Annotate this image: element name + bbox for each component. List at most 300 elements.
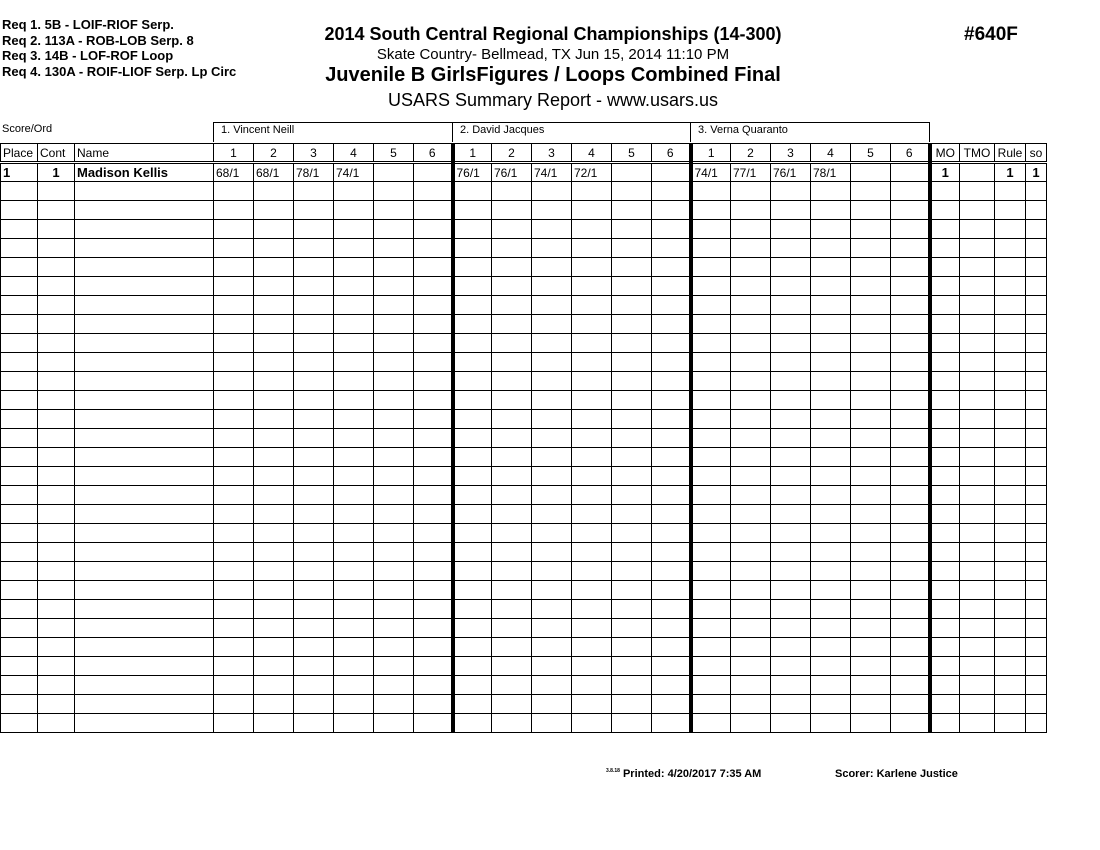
empty-cell	[995, 239, 1026, 258]
empty-cell	[995, 600, 1026, 619]
empty-cell	[572, 448, 612, 467]
empty-cell	[492, 543, 532, 562]
empty-cell	[612, 543, 652, 562]
empty-row	[1, 353, 1047, 372]
empty-cell	[38, 714, 75, 733]
empty-cell	[771, 714, 811, 733]
empty-cell	[960, 429, 995, 448]
printed-timestamp: Printed: 4/20/2017 7:35 AM	[622, 768, 762, 780]
empty-cell	[731, 619, 771, 638]
empty-cell	[811, 543, 851, 562]
cell-j3-fig4: 78/1	[811, 163, 851, 182]
empty-cell	[374, 372, 414, 391]
empty-cell	[995, 543, 1026, 562]
empty-cell	[811, 695, 851, 714]
empty-cell	[334, 543, 374, 562]
col-j3-fig3: 3	[771, 144, 811, 163]
empty-cell	[254, 714, 294, 733]
empty-cell	[930, 714, 960, 733]
empty-cell	[38, 182, 75, 201]
empty-cell	[612, 239, 652, 258]
empty-cell	[214, 277, 254, 296]
empty-cell	[731, 695, 771, 714]
event-number: #640F	[964, 24, 1018, 45]
empty-cell	[960, 220, 995, 239]
empty-cell	[1, 277, 38, 296]
empty-cell	[374, 258, 414, 277]
cell-j3-fig1: 74/1	[691, 163, 731, 182]
empty-cell	[652, 258, 691, 277]
empty-cell	[75, 619, 214, 638]
empty-cell	[731, 334, 771, 353]
empty-cell	[652, 429, 691, 448]
empty-cell	[572, 524, 612, 543]
empty-row	[1, 543, 1047, 562]
empty-cell	[612, 619, 652, 638]
empty-cell	[254, 486, 294, 505]
requirement-3: Req 3. 14B - LOF-ROF Loop	[2, 48, 174, 63]
empty-cell	[75, 524, 214, 543]
empty-cell	[75, 410, 214, 429]
empty-cell	[334, 429, 374, 448]
empty-cell	[254, 353, 294, 372]
empty-cell	[374, 657, 414, 676]
empty-cell	[851, 714, 891, 733]
empty-cell	[652, 638, 691, 657]
empty-cell	[960, 372, 995, 391]
empty-cell	[691, 353, 731, 372]
empty-cell	[492, 657, 532, 676]
empty-cell	[374, 543, 414, 562]
empty-cell	[652, 410, 691, 429]
empty-cell	[851, 562, 891, 581]
empty-cell	[374, 486, 414, 505]
empty-cell	[374, 315, 414, 334]
empty-cell	[652, 296, 691, 315]
empty-cell	[532, 277, 572, 296]
empty-row	[1, 372, 1047, 391]
empty-cell	[652, 372, 691, 391]
empty-cell	[851, 543, 891, 562]
empty-cell	[294, 619, 334, 638]
empty-cell	[75, 562, 214, 581]
empty-cell	[1, 334, 38, 353]
empty-cell	[612, 220, 652, 239]
empty-cell	[1026, 258, 1047, 277]
empty-cell	[995, 429, 1026, 448]
empty-cell	[691, 372, 731, 391]
scorer-info: Scorer: Karlene Justice	[835, 768, 958, 780]
cell-j3-fig5	[851, 163, 891, 182]
empty-cell	[414, 543, 453, 562]
empty-cell	[532, 467, 572, 486]
empty-cell	[214, 334, 254, 353]
col-mo: MO	[930, 144, 960, 163]
empty-row	[1, 410, 1047, 429]
empty-cell	[75, 220, 214, 239]
empty-cell	[414, 676, 453, 695]
empty-cell	[731, 410, 771, 429]
empty-cell	[691, 429, 731, 448]
empty-cell	[453, 334, 492, 353]
empty-cell	[38, 258, 75, 277]
empty-cell	[811, 524, 851, 543]
empty-cell	[612, 315, 652, 334]
empty-cell	[691, 201, 731, 220]
empty-cell	[414, 486, 453, 505]
empty-cell	[492, 524, 532, 543]
empty-row	[1, 619, 1047, 638]
empty-cell	[691, 562, 731, 581]
empty-cell	[532, 581, 572, 600]
empty-cell	[254, 619, 294, 638]
empty-cell	[294, 353, 334, 372]
empty-cell	[294, 486, 334, 505]
empty-cell	[572, 486, 612, 505]
empty-cell	[731, 543, 771, 562]
col-j1-fig5: 5	[374, 144, 414, 163]
empty-cell	[374, 239, 414, 258]
empty-cell	[334, 714, 374, 733]
empty-cell	[1, 676, 38, 695]
empty-row	[1, 296, 1047, 315]
empty-cell	[1, 429, 38, 448]
empty-cell	[612, 182, 652, 201]
cell-cont: 1	[38, 163, 75, 182]
empty-cell	[1, 391, 38, 410]
empty-cell	[532, 714, 572, 733]
empty-cell	[612, 714, 652, 733]
empty-cell	[532, 296, 572, 315]
empty-cell	[811, 391, 851, 410]
empty-cell	[214, 296, 254, 315]
empty-row	[1, 239, 1047, 258]
empty-cell	[891, 182, 930, 201]
empty-cell	[254, 657, 294, 676]
empty-cell	[652, 182, 691, 201]
empty-cell	[691, 448, 731, 467]
empty-cell	[1026, 201, 1047, 220]
empty-cell	[691, 638, 731, 657]
empty-cell	[214, 448, 254, 467]
empty-cell	[214, 543, 254, 562]
empty-cell	[851, 220, 891, 239]
empty-cell	[930, 182, 960, 201]
empty-cell	[731, 372, 771, 391]
empty-cell	[294, 467, 334, 486]
empty-cell	[612, 448, 652, 467]
empty-cell	[891, 505, 930, 524]
empty-row	[1, 714, 1047, 733]
empty-cell	[453, 524, 492, 543]
empty-cell	[254, 600, 294, 619]
col-rule: Rule	[995, 144, 1026, 163]
empty-cell	[492, 296, 532, 315]
empty-cell	[771, 258, 811, 277]
empty-cell	[294, 505, 334, 524]
empty-cell	[811, 600, 851, 619]
empty-cell	[811, 619, 851, 638]
empty-cell	[771, 638, 811, 657]
empty-cell	[771, 410, 811, 429]
empty-cell	[374, 296, 414, 315]
empty-cell	[731, 524, 771, 543]
empty-cell	[851, 372, 891, 391]
empty-cell	[532, 201, 572, 220]
empty-cell	[891, 676, 930, 695]
empty-cell	[612, 277, 652, 296]
empty-cell	[492, 695, 532, 714]
empty-cell	[254, 258, 294, 277]
empty-cell	[38, 638, 75, 657]
empty-cell	[453, 657, 492, 676]
empty-cell	[334, 220, 374, 239]
empty-cell	[731, 315, 771, 334]
empty-cell	[811, 467, 851, 486]
cell-tmo	[960, 163, 995, 182]
empty-row	[1, 657, 1047, 676]
empty-cell	[334, 467, 374, 486]
cell-j1-fig2: 68/1	[254, 163, 294, 182]
empty-cell	[612, 657, 652, 676]
empty-cell	[214, 315, 254, 334]
empty-cell	[374, 277, 414, 296]
empty-cell	[960, 714, 995, 733]
empty-cell	[960, 239, 995, 258]
empty-cell	[453, 543, 492, 562]
cell-j3-fig2: 77/1	[731, 163, 771, 182]
empty-cell	[930, 258, 960, 277]
empty-cell	[691, 676, 731, 695]
empty-cell	[995, 315, 1026, 334]
empty-cell	[572, 410, 612, 429]
empty-cell	[771, 467, 811, 486]
empty-cell	[75, 201, 214, 220]
empty-cell	[414, 220, 453, 239]
empty-cell	[334, 277, 374, 296]
empty-cell	[960, 201, 995, 220]
empty-cell	[930, 315, 960, 334]
empty-cell	[1026, 581, 1047, 600]
empty-cell	[1026, 334, 1047, 353]
empty-cell	[214, 619, 254, 638]
empty-cell	[652, 600, 691, 619]
empty-cell	[1, 714, 38, 733]
empty-cell	[731, 391, 771, 410]
empty-cell	[572, 182, 612, 201]
empty-cell	[771, 182, 811, 201]
cell-j1-fig5	[374, 163, 414, 182]
empty-cell	[492, 600, 532, 619]
empty-cell	[771, 201, 811, 220]
score-ord-label: Score/Ord	[2, 123, 53, 135]
empty-cell	[334, 296, 374, 315]
empty-cell	[891, 258, 930, 277]
empty-cell	[214, 524, 254, 543]
empty-cell	[731, 600, 771, 619]
empty-cell	[453, 315, 492, 334]
empty-cell	[374, 182, 414, 201]
empty-cell	[652, 334, 691, 353]
empty-cell	[731, 676, 771, 695]
empty-cell	[891, 277, 930, 296]
empty-cell	[652, 467, 691, 486]
empty-row	[1, 258, 1047, 277]
empty-cell	[294, 581, 334, 600]
col-j1-fig1: 1	[214, 144, 254, 163]
empty-cell	[811, 714, 851, 733]
empty-cell	[572, 714, 612, 733]
empty-cell	[691, 315, 731, 334]
empty-cell	[374, 410, 414, 429]
empty-cell	[930, 296, 960, 315]
empty-cell	[75, 334, 214, 353]
empty-cell	[891, 486, 930, 505]
empty-cell	[691, 334, 731, 353]
col-j1-fig2: 2	[254, 144, 294, 163]
col-j2-fig4: 4	[572, 144, 612, 163]
empty-cell	[691, 296, 731, 315]
cell-j2-fig4: 72/1	[572, 163, 612, 182]
empty-cell	[374, 581, 414, 600]
empty-cell	[1026, 353, 1047, 372]
empty-cell	[771, 372, 811, 391]
version-label: 3.8.18	[606, 768, 620, 774]
empty-row	[1, 220, 1047, 239]
empty-cell	[374, 467, 414, 486]
empty-cell	[1, 467, 38, 486]
empty-cell	[851, 524, 891, 543]
results-table	[0, 143, 1047, 733]
empty-cell	[960, 315, 995, 334]
col-tmo: TMO	[960, 144, 995, 163]
empty-cell	[930, 277, 960, 296]
empty-cell	[930, 334, 960, 353]
empty-cell	[254, 277, 294, 296]
empty-cell	[612, 562, 652, 581]
empty-cell	[38, 581, 75, 600]
empty-cell	[771, 296, 811, 315]
empty-cell	[453, 581, 492, 600]
empty-cell	[492, 277, 532, 296]
empty-cell	[214, 505, 254, 524]
empty-cell	[612, 391, 652, 410]
empty-cell	[214, 353, 254, 372]
empty-cell	[334, 581, 374, 600]
venue-date: Skate Country- Bellmead, TX Jun 15, 2014 11:10 PM	[376, 46, 730, 63]
empty-cell	[414, 334, 453, 353]
empty-cell	[214, 410, 254, 429]
empty-cell	[652, 486, 691, 505]
empty-cell	[612, 334, 652, 353]
empty-cell	[1026, 448, 1047, 467]
empty-cell	[294, 391, 334, 410]
empty-cell	[254, 543, 294, 562]
judge-2-header: 2. David Jacques	[452, 122, 691, 142]
empty-cell	[374, 714, 414, 733]
empty-cell	[995, 638, 1026, 657]
empty-cell	[930, 391, 960, 410]
empty-cell	[254, 562, 294, 581]
empty-cell	[691, 619, 731, 638]
empty-cell	[771, 277, 811, 296]
empty-cell	[374, 619, 414, 638]
empty-cell	[1026, 505, 1047, 524]
empty-cell	[254, 524, 294, 543]
empty-cell	[38, 220, 75, 239]
empty-cell	[930, 657, 960, 676]
empty-cell	[38, 315, 75, 334]
empty-cell	[414, 657, 453, 676]
empty-cell	[995, 182, 1026, 201]
empty-cell	[995, 201, 1026, 220]
empty-cell	[930, 619, 960, 638]
empty-cell	[612, 695, 652, 714]
empty-cell	[294, 429, 334, 448]
empty-cell	[532, 410, 572, 429]
empty-cell	[254, 638, 294, 657]
empty-cell	[851, 467, 891, 486]
empty-cell	[294, 657, 334, 676]
empty-cell	[453, 486, 492, 505]
empty-cell	[572, 543, 612, 562]
empty-cell	[214, 239, 254, 258]
empty-cell	[334, 619, 374, 638]
empty-cell	[334, 657, 374, 676]
empty-cell	[38, 486, 75, 505]
empty-cell	[453, 182, 492, 201]
empty-cell	[374, 391, 414, 410]
empty-cell	[995, 334, 1026, 353]
empty-cell	[851, 676, 891, 695]
empty-cell	[612, 486, 652, 505]
empty-cell	[652, 581, 691, 600]
empty-cell	[851, 619, 891, 638]
empty-cell	[1026, 714, 1047, 733]
empty-cell	[691, 182, 731, 201]
empty-cell	[75, 600, 214, 619]
empty-cell	[891, 296, 930, 315]
col-j1-fig4: 4	[334, 144, 374, 163]
empty-cell	[453, 258, 492, 277]
empty-cell	[38, 334, 75, 353]
empty-cell	[771, 543, 811, 562]
empty-row	[1, 315, 1047, 334]
empty-cell	[731, 486, 771, 505]
empty-cell	[1026, 410, 1047, 429]
cell-j1-fig6	[414, 163, 453, 182]
empty-cell	[453, 714, 492, 733]
empty-cell	[1, 220, 38, 239]
empty-cell	[930, 695, 960, 714]
empty-cell	[891, 201, 930, 220]
empty-cell	[1, 315, 38, 334]
empty-cell	[214, 201, 254, 220]
empty-cell	[492, 505, 532, 524]
empty-cell	[612, 372, 652, 391]
empty-cell	[492, 467, 532, 486]
empty-cell	[771, 676, 811, 695]
empty-cell	[414, 296, 453, 315]
report-title: USARS Summary Report - www.usars.us	[387, 90, 719, 110]
empty-cell	[294, 334, 334, 353]
empty-cell	[1026, 695, 1047, 714]
empty-cell	[38, 543, 75, 562]
empty-cell	[334, 562, 374, 581]
empty-cell	[294, 524, 334, 543]
empty-cell	[453, 391, 492, 410]
empty-cell	[414, 258, 453, 277]
